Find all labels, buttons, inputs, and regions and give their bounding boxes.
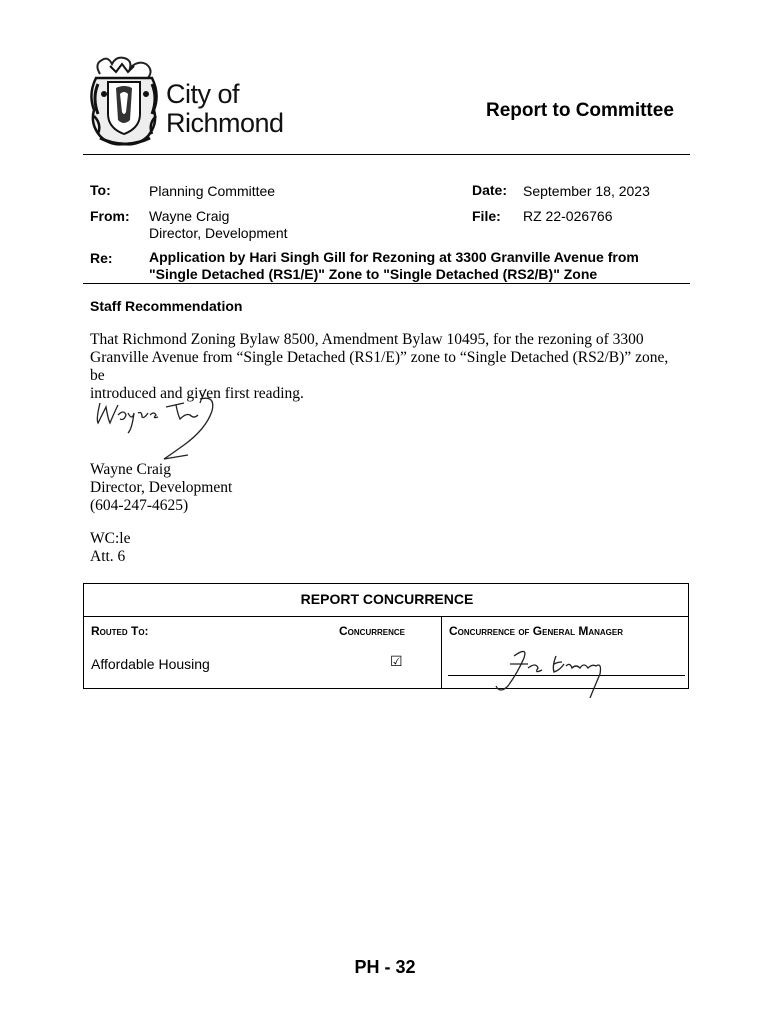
table-column-divider xyxy=(441,617,442,689)
from-title: Director, Development xyxy=(149,225,288,241)
initials: WC:le xyxy=(90,530,131,547)
signatory-phone: (604-247-4625) xyxy=(90,497,189,514)
logo-line-city-of: City of xyxy=(166,79,240,109)
re-subject-line1: Application by Hari Singh Gill for Rezoning at 3300 Granville Avenue from xyxy=(149,249,639,265)
re-subject xyxy=(149,249,694,283)
to-value: Planning Committee xyxy=(149,183,276,199)
to-label: To: xyxy=(90,182,111,198)
date-value: September 18, 2023 xyxy=(523,183,650,199)
city-crest-icon xyxy=(86,54,164,150)
table-row-routed-to: Affordable Housing xyxy=(91,656,210,672)
checkbox-checked-icon: ☑ xyxy=(390,654,403,670)
date-label: Date: xyxy=(472,182,508,198)
handwritten-signature-icon xyxy=(88,385,228,465)
attachments: Att. 6 xyxy=(90,548,126,565)
signatory-name: Wayne Craig xyxy=(90,461,171,478)
recommendation-line3: introduced and given first reading. xyxy=(90,385,304,402)
re-label: Re: xyxy=(90,250,113,266)
column-gm-concurrence: Concurrence of General Manager xyxy=(449,624,624,638)
from-name: Wayne Craig xyxy=(149,208,230,224)
page-number: PH - 32 xyxy=(354,957,416,977)
gm-signature-icon xyxy=(484,642,634,698)
report-concurrence-table xyxy=(83,583,689,689)
file-label: File: xyxy=(472,208,501,224)
signatory-title: Director, Development xyxy=(90,479,233,496)
header-rule xyxy=(83,154,690,155)
recommendation-line2: Granville Avenue from “Single Detached (RS1/E)” zone to “Single Detached (RS2/B)” zone, be xyxy=(90,349,669,384)
column-routed-to: Routed To: xyxy=(91,624,149,638)
file-value: RZ 22-026766 xyxy=(523,208,613,224)
report-title: Report to Committee xyxy=(486,100,674,121)
city-logo xyxy=(86,52,301,154)
re-subject-line2: "Single Detached (RS1/E)" Zone to "Single Detached (RS2/B)" Zone xyxy=(149,266,598,282)
logo-wordmark xyxy=(166,80,284,138)
table-divider xyxy=(84,616,688,617)
concurrence-title: REPORT CONCURRENCE xyxy=(300,591,474,607)
logo-line-richmond: Richmond xyxy=(166,108,284,138)
recommendation-line1: That Richmond Zoning Bylaw 8500, Amendment Bylaw 10495, for the rezoning of 3300 xyxy=(90,331,644,348)
staff-recommendation-heading: Staff Recommendation xyxy=(90,298,243,314)
signatory-block xyxy=(90,461,232,515)
subject-rule xyxy=(83,283,690,284)
column-concurrence: Concurrence xyxy=(339,624,406,638)
reference-block xyxy=(90,530,130,566)
from-label: From: xyxy=(90,208,130,224)
